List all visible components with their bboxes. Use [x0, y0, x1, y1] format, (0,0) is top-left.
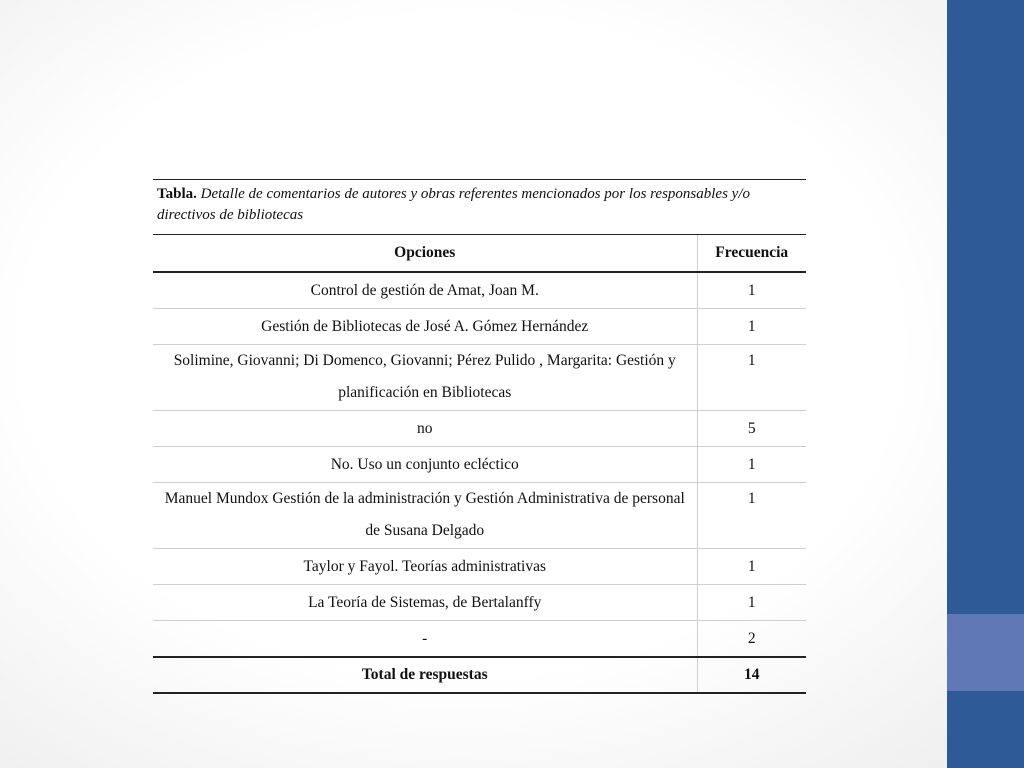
frequency-cell: 1	[697, 309, 806, 345]
frequency-cell: 1	[697, 585, 806, 621]
table-header-row	[153, 235, 806, 273]
table-row	[153, 483, 806, 549]
table-row	[153, 585, 806, 621]
header-opciones: Opciones	[153, 235, 697, 273]
frequency-cell: 1	[697, 272, 806, 309]
header-frecuencia: Frecuencia	[697, 235, 806, 273]
option-cell: Solimine, Giovanni; Di Domenco, Giovanni; Pérez Pulido , Margarita: Gestión y planificación en Bibliotecas	[153, 345, 697, 411]
frequency-cell: 5	[697, 411, 806, 447]
table-caption	[153, 179, 806, 234]
table-row	[153, 309, 806, 345]
total-label: Total de respuestas	[153, 657, 697, 693]
table-row	[153, 345, 806, 411]
table-row	[153, 549, 806, 585]
caption-label: Tabla.	[157, 186, 197, 202]
option-cell: Taylor y Fayol. Teorías administrativas	[153, 549, 697, 585]
frequency-cell: 1	[697, 483, 806, 549]
table-row	[153, 411, 806, 447]
option-cell: No. Uso un conjunto ecléctico	[153, 447, 697, 483]
table-row	[153, 447, 806, 483]
option-cell: Manuel Mundox Gestión de la administración y Gestión Administrativa de personal de Susana Delgado	[153, 483, 697, 549]
frequency-cell: 1	[697, 549, 806, 585]
option-cell: -	[153, 621, 697, 658]
total-value: 14	[697, 657, 806, 693]
option-cell: La Teoría de Sistemas, de Bertalanffy	[153, 585, 697, 621]
frequency-cell: 2	[697, 621, 806, 658]
frequency-cell: 1	[697, 345, 806, 411]
caption-text: Detalle de comentarios de autores y obras referentes mencionados por los responsables y/o directivos de bibliotecas	[157, 186, 751, 223]
frequency-cell: 1	[697, 447, 806, 483]
table-container	[153, 179, 806, 694]
slide-side-accent	[947, 614, 1024, 691]
option-cell: Gestión de Bibliotecas de José A. Gómez Hernández	[153, 309, 697, 345]
table-row	[153, 272, 806, 309]
total-row	[153, 657, 806, 693]
option-cell: no	[153, 411, 697, 447]
table-row	[153, 621, 806, 658]
option-cell: Control de gestión de Amat, Joan M.	[153, 272, 697, 309]
data-table	[153, 234, 806, 694]
